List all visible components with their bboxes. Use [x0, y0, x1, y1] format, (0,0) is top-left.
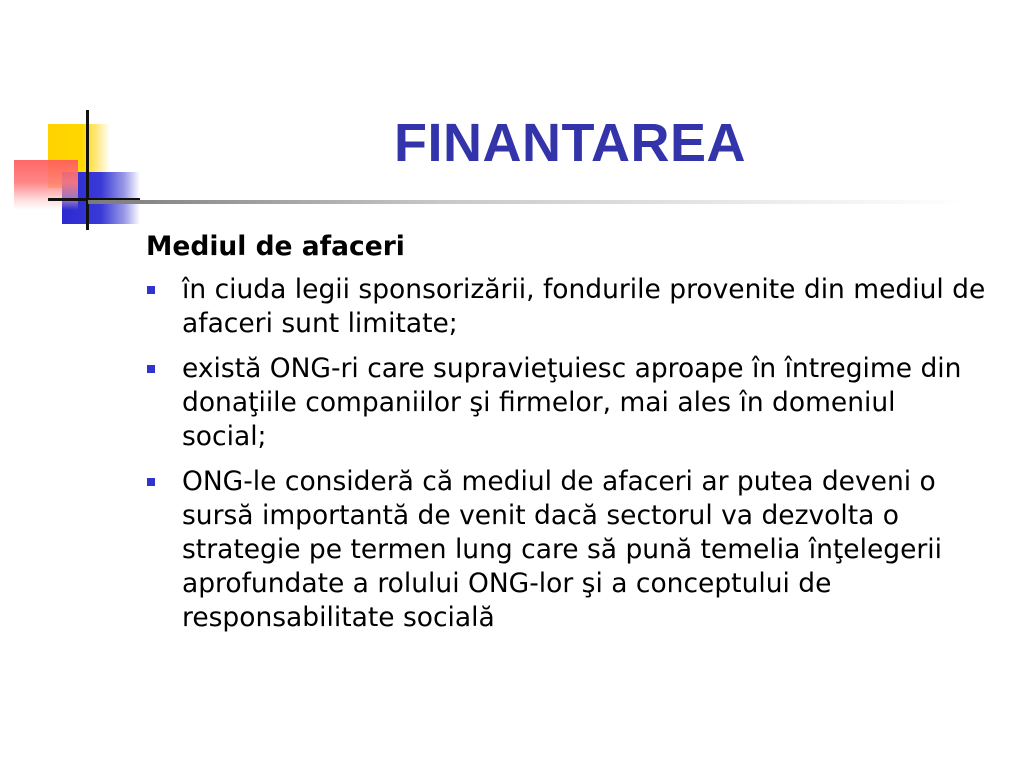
slide-title: FINANTAREA	[394, 113, 746, 173]
bullet-item	[146, 352, 986, 454]
red-square-shape	[14, 160, 78, 210]
square-bullet-icon	[147, 478, 155, 486]
square-bullet-icon	[147, 365, 155, 373]
bullet-item	[146, 465, 986, 635]
square-bullet-icon	[147, 286, 155, 294]
section-heading: Mediul de afaceri	[146, 231, 405, 262]
bullet-item	[146, 273, 986, 341]
slide-content	[146, 230, 986, 646]
bullet-text: există ONG-ri care supravieţuiesc aproape în întregime din donaţiile companiilor şi firmelor, mai ales în domeniul social;	[182, 353, 962, 452]
bullet-text: ONG-le consideră că mediul de afaceri ar putea deveni o sursă importantă de venit dacă sectorul va dezvolta o strategie pe termen lung care să pună temelia înţelegerii aprofundate a rolului ONG-lor şi a conceptului de responsabilitate socială	[182, 466, 942, 633]
bullet-list	[146, 273, 986, 635]
vertical-line-shape	[86, 110, 89, 230]
decorative-squares-logo	[0, 0, 150, 240]
bullet-text: în ciuda legii sponsorizării, fondurile provenite din mediul de afaceri sunt limitate;	[182, 274, 986, 339]
title-underline-rule	[88, 200, 968, 204]
